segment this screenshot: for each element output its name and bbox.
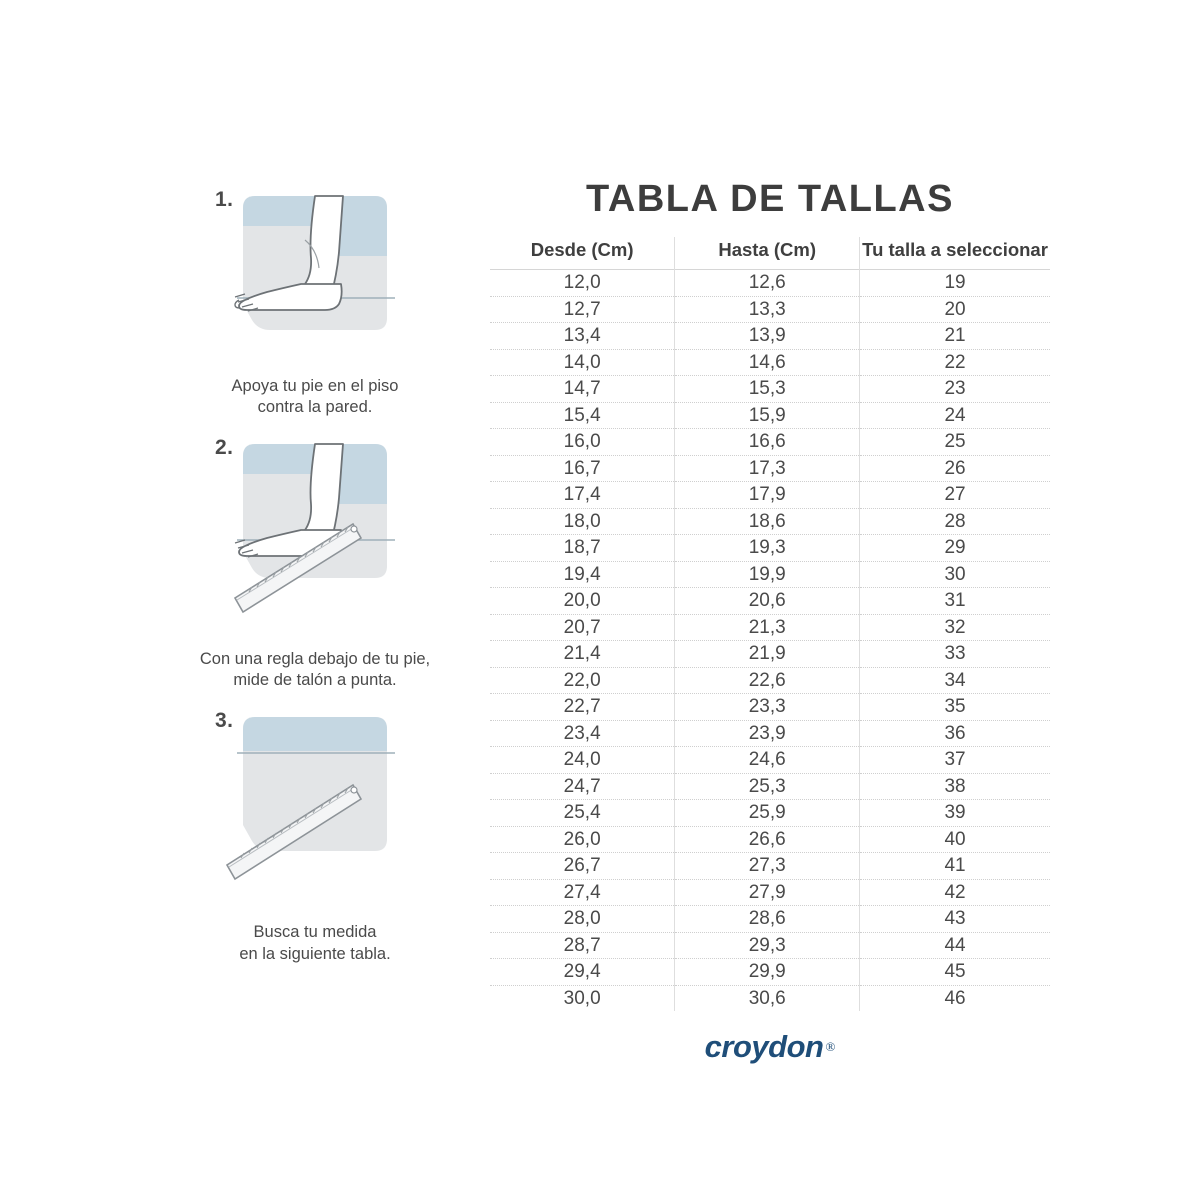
foot-with-ruler-icon	[165, 428, 465, 643]
table-cell: 24,0	[490, 747, 675, 774]
size-table-column	[490, 178, 1050, 1065]
table-cell: 17,4	[490, 482, 675, 509]
table-row	[490, 323, 1050, 350]
table-row	[490, 614, 1050, 641]
table-cell: 25,9	[675, 800, 860, 827]
table-cell: 26	[860, 455, 1050, 482]
step-1-caption	[155, 376, 475, 418]
table-cell: 28,7	[490, 932, 675, 959]
table-cell: 37	[860, 747, 1050, 774]
table-cell: 26,6	[675, 826, 860, 853]
table-cell: 16,0	[490, 429, 675, 456]
table-cell: 19,9	[675, 561, 860, 588]
step-3	[155, 701, 475, 964]
table-row	[490, 482, 1050, 509]
table-cell: 23,9	[675, 720, 860, 747]
table-row	[490, 959, 1050, 986]
table-cell: 22,6	[675, 667, 860, 694]
table-cell: 15,9	[675, 402, 860, 429]
step-3-caption	[155, 922, 475, 964]
table-cell: 21,9	[675, 641, 860, 668]
column-header-hasta: Hasta (Cm)	[675, 237, 860, 270]
table-row	[490, 641, 1050, 668]
step-1-caption-line1: Apoya tu pie en el piso	[231, 377, 399, 395]
table-row	[490, 932, 1050, 959]
column-header-talla: Tu talla a seleccionar	[862, 239, 1048, 260]
table-row	[490, 402, 1050, 429]
table-cell: 25,4	[490, 800, 675, 827]
table-cell: 28,0	[490, 906, 675, 933]
table-cell: 12,6	[675, 270, 860, 297]
table-cell: 28	[860, 508, 1050, 535]
table-cell: 45	[860, 959, 1050, 986]
table-cell: 14,7	[490, 376, 675, 403]
table-cell: 12,7	[490, 296, 675, 323]
table-cell: 19,4	[490, 561, 675, 588]
table-cell: 21	[860, 323, 1050, 350]
table-cell: 18,6	[675, 508, 860, 535]
step-2-caption-line1: Con una regla debajo de tu pie,	[199, 650, 431, 669]
table-cell: 32	[860, 614, 1050, 641]
table-cell: 24	[860, 402, 1050, 429]
table-row	[490, 720, 1050, 747]
table-cell: 20,0	[490, 588, 675, 615]
table-cell: 33	[860, 641, 1050, 668]
step-2-caption-line2: mide de talón a punta.	[233, 671, 397, 690]
table-row	[490, 349, 1050, 376]
table-row	[490, 906, 1050, 933]
table-cell: 28,6	[675, 906, 860, 933]
table-cell: 46	[944, 987, 966, 1009]
table-cell: 17,9	[675, 482, 860, 509]
table-cell: 29,3	[675, 932, 860, 959]
table-cell: 38	[860, 773, 1050, 800]
table-row	[490, 455, 1050, 482]
table-cell: 27,3	[675, 853, 860, 880]
table-cell: 39	[860, 800, 1050, 827]
table-cell: 14,0	[490, 349, 675, 376]
table-row	[490, 270, 1050, 297]
table-cell: 26,0	[490, 826, 675, 853]
brand-logo	[490, 1029, 1050, 1065]
table-cell: 19,3	[675, 535, 860, 562]
table-cell: 13,4	[490, 323, 675, 350]
size-table	[490, 237, 1050, 1011]
table-cell: 22	[860, 349, 1050, 376]
step-1-number: 1.	[215, 188, 234, 211]
step-2-number: 2.	[215, 436, 234, 460]
table-cell: 21,3	[675, 614, 860, 641]
size-table-head	[490, 237, 1050, 270]
table-cell: 42	[860, 879, 1050, 906]
table-row	[490, 747, 1050, 774]
table-cell: 41	[860, 853, 1050, 880]
table-cell: 43	[860, 906, 1050, 933]
table-cell: 24,6	[675, 747, 860, 774]
step-2	[155, 428, 475, 691]
table-cell: 16,6	[675, 429, 860, 456]
step-2-caption	[155, 649, 475, 691]
table-cell: 13,3	[675, 296, 860, 323]
table-cell: 15,4	[490, 402, 675, 429]
table-cell: 29	[860, 535, 1050, 562]
ruler-only-icon	[165, 701, 465, 916]
table-row	[490, 667, 1050, 694]
table-row	[490, 376, 1050, 403]
table-row	[490, 800, 1050, 827]
table-cell: 15,3	[675, 376, 860, 403]
table-header-row	[490, 237, 1050, 270]
table-row	[490, 508, 1050, 535]
table-cell: 23,4	[490, 720, 675, 747]
table-row	[490, 853, 1050, 880]
table-cell: 24,7	[490, 773, 675, 800]
table-cell: 30	[860, 561, 1050, 588]
table-cell: 31	[860, 588, 1050, 615]
table-row	[490, 588, 1050, 615]
table-cell: 18,0	[490, 508, 675, 535]
table-row	[490, 879, 1050, 906]
table-row	[490, 535, 1050, 562]
table-row	[490, 429, 1050, 456]
table-cell: 26,7	[490, 853, 675, 880]
table-cell: 23	[860, 376, 1050, 403]
foot-against-wall-icon	[165, 180, 465, 370]
table-row	[490, 694, 1050, 721]
table-cell: 29,9	[675, 959, 860, 986]
step-1	[155, 180, 475, 418]
table-cell: 16,7	[490, 455, 675, 482]
size-table-body	[490, 270, 1050, 1012]
table-row	[490, 985, 1050, 1011]
table-cell: 29,4	[490, 959, 675, 986]
table-cell: 20,7	[490, 614, 675, 641]
table-cell: 14,6	[675, 349, 860, 376]
table-cell: 19	[860, 270, 1050, 297]
table-cell: 12,0	[490, 270, 675, 297]
table-cell: 34	[860, 667, 1050, 694]
table-row	[490, 826, 1050, 853]
brand-name: croydon	[704, 1029, 824, 1064]
registered-trademark-icon: ®	[825, 1038, 836, 1054]
table-cell: 22,0	[490, 667, 675, 694]
table-cell: 22,7	[490, 694, 675, 721]
column-header-desde: Desde (Cm)	[490, 237, 675, 270]
table-cell: 21,4	[490, 641, 675, 668]
table-cell: 30,6	[675, 985, 860, 1011]
table-cell: 25	[860, 429, 1050, 456]
table-cell: 36	[860, 720, 1050, 747]
table-cell: 17,3	[675, 455, 860, 482]
table-cell: 30,0	[490, 985, 675, 1011]
table-cell: 35	[860, 694, 1050, 721]
table-cell: 20,6	[675, 588, 860, 615]
table-cell: 23,3	[675, 694, 860, 721]
step-3-caption-line2: en la siguiente tabla.	[239, 944, 391, 963]
table-cell: 27,9	[675, 879, 860, 906]
table-row	[490, 561, 1050, 588]
table-row	[490, 773, 1050, 800]
table-cell: 20	[860, 296, 1050, 323]
step-3-number: 3.	[215, 709, 234, 733]
step-3-caption-line1: Busca tu medida	[253, 923, 377, 942]
table-cell: 18,7	[490, 535, 675, 562]
table-cell: 40	[860, 826, 1050, 853]
table-cell: 44	[860, 932, 1050, 959]
table-row	[490, 296, 1050, 323]
table-cell: 13,9	[675, 323, 860, 350]
table-cell: 27	[860, 482, 1050, 509]
page-title: TABLA DE TALLAS	[586, 178, 954, 220]
table-cell: 27,4	[490, 879, 675, 906]
table-cell: 25,3	[675, 773, 860, 800]
instructions-column	[155, 180, 475, 975]
step-1-caption-line2: contra la pared.	[257, 398, 373, 417]
